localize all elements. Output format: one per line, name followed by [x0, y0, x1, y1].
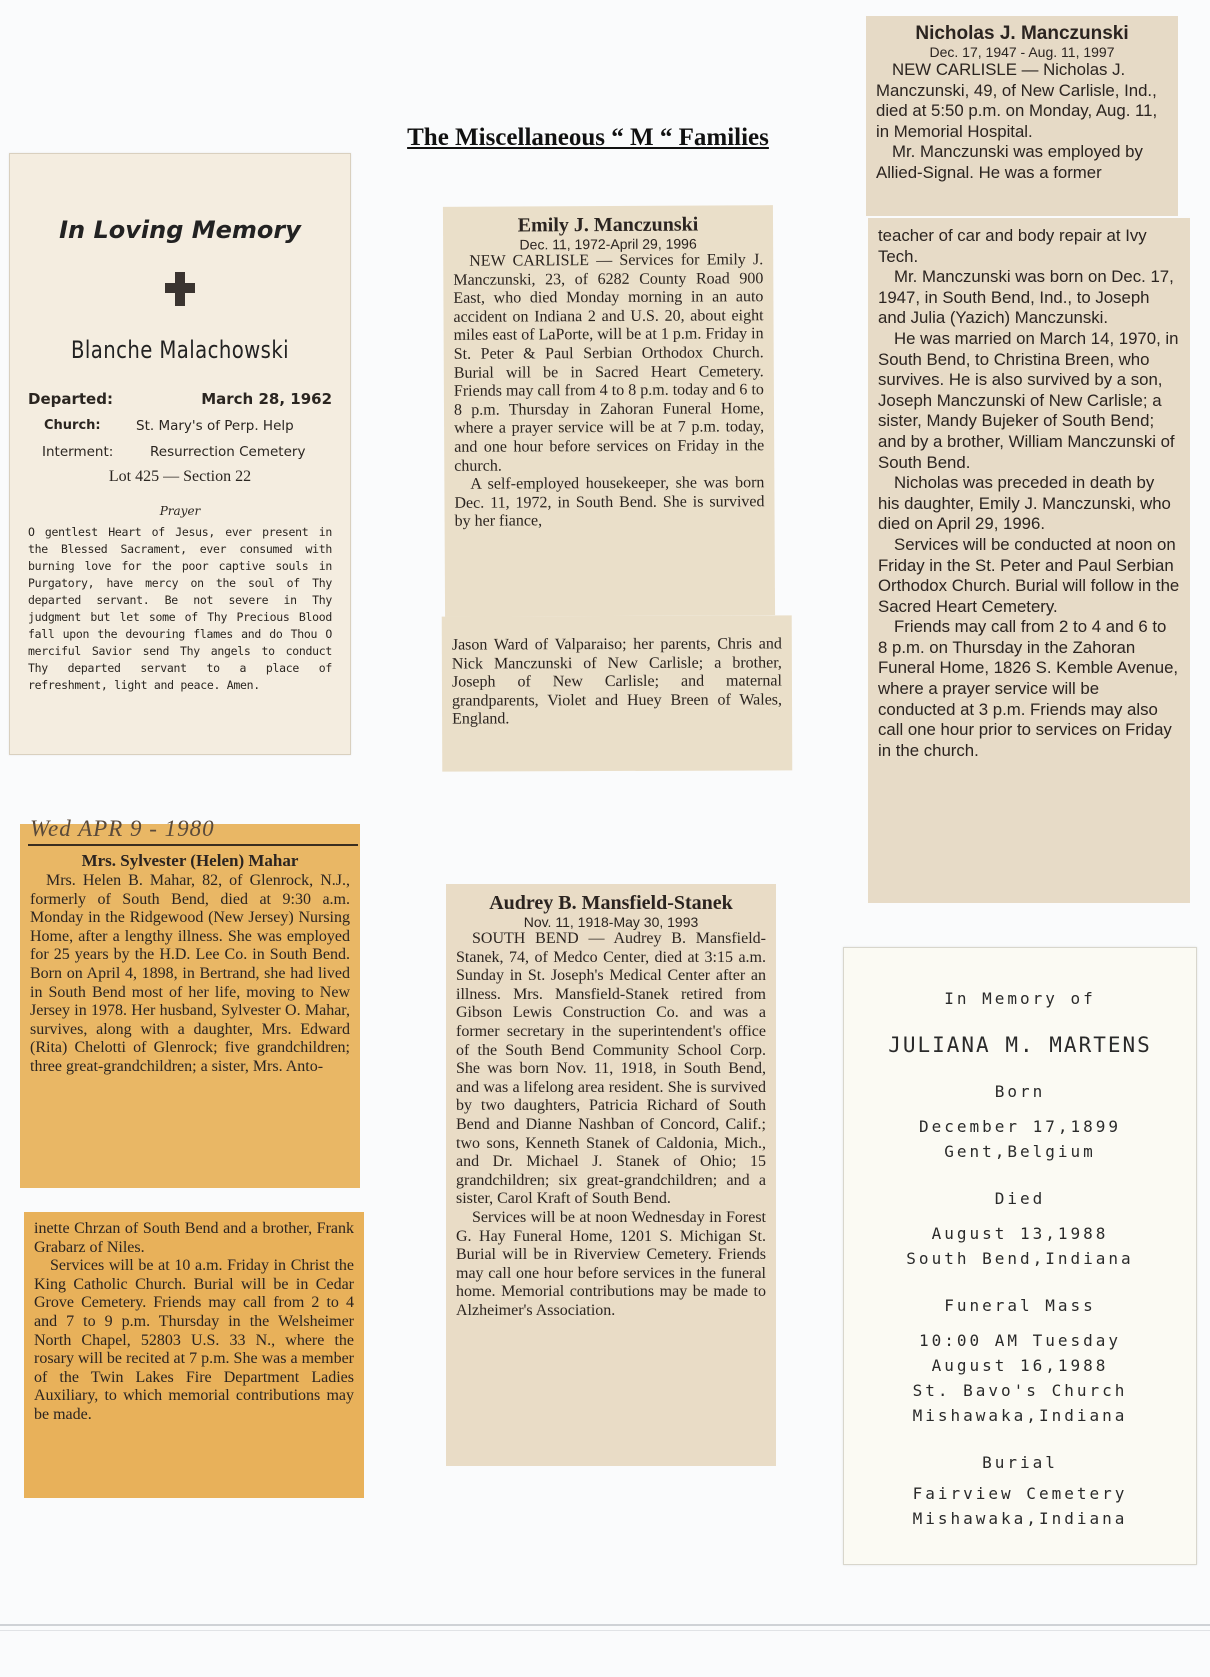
- departed-label: Departed:: [28, 390, 113, 408]
- clipping-dates: Dec. 17, 1947 - Aug. 11, 1997: [929, 44, 1115, 60]
- died-place: South Bend,Indiana: [906, 1249, 1134, 1268]
- clipping-dates: Nov. 11, 1918-May 30, 1993: [523, 914, 699, 930]
- interment-row: [28, 444, 332, 460]
- church-row: [28, 418, 332, 434]
- clipping-paragraph: NEW CARLISLE — Services for Emily J. Manczunski, 23, of 6282 County Road 900 East, who died Monday morning in an auto accident on Indiana 2 and U.S. 20, about eight miles east of LaPorte, will be at 1 p.m. Friday in St. Peter & Paul Serbian Orthodox Church. Burial will be in Sacred Heart Cemetery. Friends may call from 4 to 8 p.m. today and 6 to 8 p.m. Thursday in Zahoran Funeral Home, where a prayer service will be at 7 p.m. today, and one hour before services on Friday in the church.: [453, 251, 765, 475]
- burial-place: Mishawaka,Indiana: [912, 1509, 1128, 1528]
- deceased-name: JULIANA M. MARTENS: [888, 1033, 1152, 1057]
- clipping-paragraph: SOUTH BEND — Audrey B. Mansfield-Stanek, 74, of Medco Center, died at 3:15 a.m. Sunday in St. Joseph's Medical Center after an illness. Mrs. Mansfield-Stanek retired from Gibson Lewis Construction Co. and was a former secretary in the superintendent's office of the South Bend Community School Corp. She was born Nov. 11, 1918, in South Bend, and was a lifelong area resident. She is survived by two daughters, Patricia Richard of South Bend and Dianne Nashban of Concord, Calif.; two sons, Kenneth Stanek of Caldonia, Mich., and Dr. Michael J. Stanek of Ohio; 15 grandchildren; six great-grandchildren; and a sister, Carol Kraft of South Bend.: [456, 930, 766, 1208]
- born-date: December 17,1899: [918, 1117, 1122, 1136]
- memorial-card-martens: [843, 947, 1197, 1565]
- clipping-paragraph: Nicholas was preceded in death by his daughter, Emily J. Manczunski, who died on April 29, 1996.: [878, 473, 1171, 534]
- departed-row: [28, 390, 332, 408]
- clipping-name: Mrs. Sylvester (Helen) Mahar: [81, 851, 299, 870]
- card-heading: In Memory of: [944, 989, 1096, 1008]
- funeral-mass-place: Mishawaka,Indiana: [912, 1406, 1128, 1425]
- divider: [0, 1630, 1210, 1631]
- clipping-paragraph: Mrs. Helen B. Mahar, 82, of Glenrock, N.J., formerly of South Bend, died at 9:30 a.m. Monday in the Ridgewood (New Jersey) Nursing Home, after a lengthy illness. She was employed for 25 years by the H.D. Lee Co. in South Bend. Born on April 4, 1898, in Bertrand, she had lived in South Bend most of her life, moving to New Jersey in 1978. Her husband, Sylvester O. Mahar, survives, along with a daughter, Mrs. Edward (Rita) Chelotti of Glenrock; five grandchildren; three great-grandchildren; a sister, Mrs. Anto-: [30, 872, 350, 1075]
- clipping-paragraph: Services will be conducted at noon on Friday in the St. Peter and Paul Serbian Orthodox Church. Burial will follow in the Sacred Heart Cemetery.: [878, 534, 1180, 616]
- clipping-helen-mahar-continued: [24, 1212, 364, 1498]
- prayer-text: O gentlest Heart of Jesus, ever present in the Blessed Sacrament, ever consumed with burning love for the poor captive souls in Purgatory, have mercy on the soul of Thy departed servant. Be not severe in Thy judgment but let some of Thy Precious Blood fall upon the devouring flames and do Thou O merciful Savior send Thy angels to conduct Thy departed servant to a place of refreshment, light and peace. Amen.: [28, 525, 332, 692]
- prayer-heading: Prayer: [159, 504, 201, 518]
- memorial-card-malachowski: [9, 153, 351, 755]
- church-label: Church:: [44, 418, 101, 433]
- interment-value: Resurrection Cemetery: [150, 444, 306, 460]
- clipping-dates: Dec. 11, 1972-April 29, 1996: [519, 235, 697, 253]
- deceased-name: Blanche Malachowski: [70, 336, 290, 364]
- clipping-paragraph: He was married on March 14, 1970, in South Bend, to Christina Breen, who survives. He is also survived by a son, Joseph Manczunski of New Carlisle; a sister, Mandy Bujeker of South Bend; and by a brother, William Manczunski of South Bend.: [878, 328, 1179, 472]
- clipping-paragraph: Services will be at 10 a.m. Friday in Christ the King Catholic Church. Burial will be in Cedar Grove Cemetery. Friends may call from 2 to 4 and 7 to 9 p.m. Thursday in the Welsheimer North Chapel, 52803 U.S. 33 N., where the rosary will be recited at 7 p.m. She was a member of the Twin Lakes Fire Department Ladies Auxiliary, to which memorial contributions may be made.: [34, 1257, 354, 1423]
- burial-label: Burial: [982, 1453, 1058, 1472]
- clipping-name: Audrey B. Mansfield-Stanek: [489, 892, 733, 914]
- funeral-mass-date: August 16,1988: [931, 1356, 1109, 1375]
- divider: [0, 1624, 1210, 1626]
- funeral-mass-time: 10:00 AM Tuesday: [918, 1331, 1122, 1350]
- divider: [28, 844, 358, 846]
- clipping-paragraph: NEW CARLISLE — Nicholas J. Manczunski, 49, of New Carlisle, Ind., died at 5:50 p.m. on Monday, Aug. 11, in Memorial Hospital.: [876, 60, 1158, 141]
- clipping-paragraph: Jason Ward of Valparaiso; her parents, Chris and Nick Manczunski of New Carlisle; a brother, Joseph of New Carlisle; and maternal grandparents, Violet and Huey Breen of Wales, England.: [451, 635, 783, 728]
- burial-cemetery: Fairview Cemetery: [912, 1484, 1128, 1503]
- clipping-paragraph: teacher of car and body repair at Ivy Tech.: [878, 226, 1147, 266]
- clipping-paragraph: A self-employed housekeeper, she was born Dec. 11, 1972, in South Bend. She is survived by her fiance,: [454, 474, 765, 531]
- born-label: Born: [994, 1082, 1046, 1101]
- clipping-emily-manczunski-continued: [442, 615, 793, 771]
- lot-section: Lot 425 — Section 22: [108, 468, 252, 485]
- page-title: The Miscellaneous “ M “ Families: [407, 124, 769, 151]
- died-label: Died: [994, 1189, 1046, 1208]
- interment-label: Interment:: [42, 444, 114, 460]
- clipping-audrey-mansfield-stanek: [446, 884, 776, 1466]
- clipping-paragraph: Mr. Manczunski was employed by Allied-Signal. He was a former: [876, 142, 1143, 182]
- clipping-paragraph: Mr. Manczunski was born on Dec. 17, 1947, in South Bend, Ind., to Joseph and Julia (Yazich) Manczunski.: [878, 267, 1174, 328]
- born-place: Gent,Belgium: [944, 1142, 1096, 1161]
- card-heading: In Loving Memory: [59, 216, 301, 244]
- clipping-nicholas-manczunski: [866, 16, 1178, 216]
- clipping-paragraph: Services will be at noon Wednesday in Forest G. Hay Funeral Home, 1201 S. Michigan St. Burial will be in Riverview Cemetery. Friends may call one hour before services in the funeral home. Memorial contributions may be made to Alzheimer's Association.: [456, 1208, 766, 1319]
- church-value: St. Mary's of Perp. Help: [136, 418, 294, 434]
- clipping-paragraph: inette Chrzan of South Bend and a brother, Frank Grabarz of Niles.: [34, 1220, 354, 1256]
- clipping-helen-mahar: [20, 816, 360, 1188]
- funeral-mass-church: St. Bavo's Church: [912, 1381, 1128, 1400]
- clipping-emily-manczunski: [443, 205, 775, 617]
- clipping-nicholas-manczunski-continued: [868, 218, 1190, 903]
- departed-value: March 28, 1962: [201, 390, 332, 408]
- died-date: August 13,1988: [931, 1224, 1109, 1243]
- funeral-mass-label: Funeral Mass: [944, 1296, 1096, 1315]
- clipping-paragraph: Friends may call from 2 to 4 and 6 to 8 p.m. on Thursday in the Zahoran Funeral Home, 1826 S. Kemble Avenue, where a prayer service will be conducted at 3 p.m. Friends may also call one hour prior to services on Friday in the church.: [878, 617, 1179, 760]
- clipping-name: Emily J. Manczunski: [517, 213, 699, 237]
- handwritten-date: Wed APR 9 - 1980: [30, 816, 215, 841]
- cross-icon: [165, 272, 195, 306]
- clipping-name: Nicholas J. Manczunski: [915, 23, 1129, 44]
